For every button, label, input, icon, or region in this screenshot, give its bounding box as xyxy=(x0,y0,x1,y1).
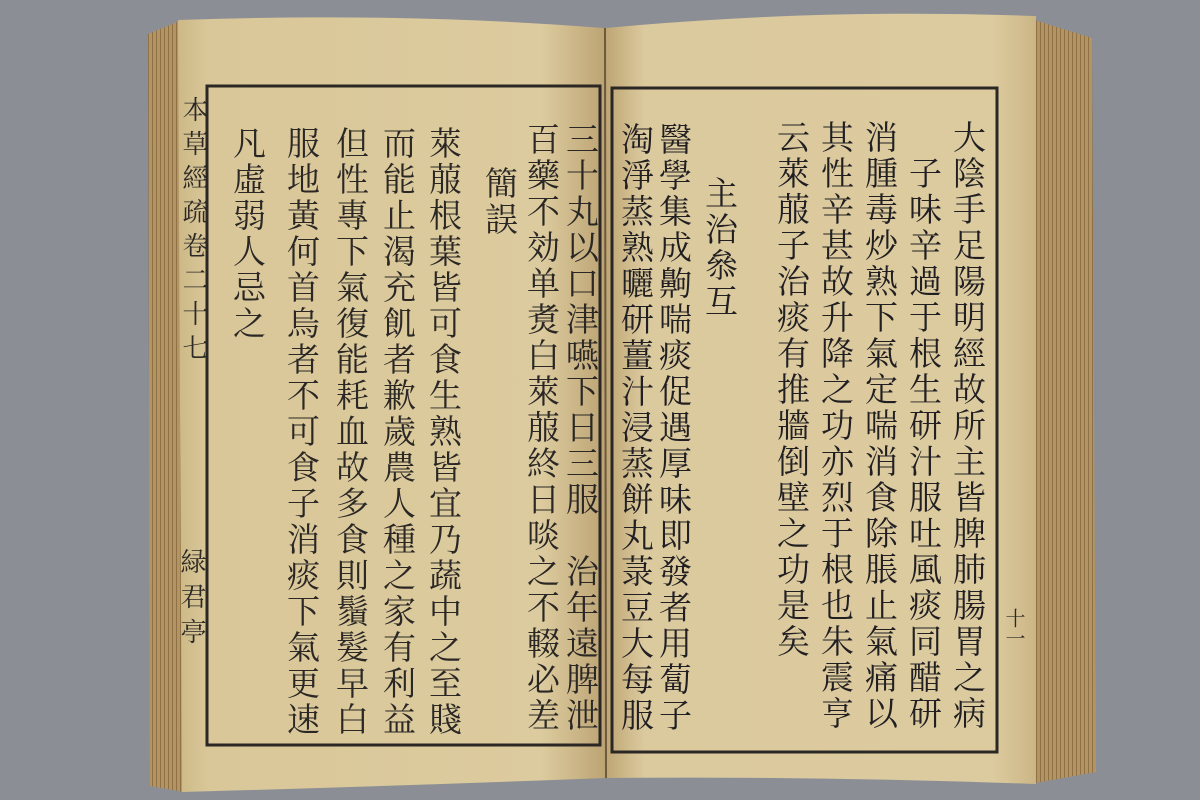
section-heading-main-uses: 主治叅互 xyxy=(700,176,739,320)
right-page-column-8: 淘淨蒸熟曬研薑汁浸蒸餅丸菉豆大每服 xyxy=(616,122,655,734)
spine-crease xyxy=(605,28,606,778)
right-page-column-2: 子味辛過于根生研汁服吐風痰同醋研 xyxy=(904,156,943,732)
left-page-column-2: 百藥不効单煑白萊菔終日啖之不輟必差 xyxy=(522,122,561,734)
left-page-column-4: 萊菔根葉皆可食生熟皆宜乃蔬中之至賤 xyxy=(424,126,463,738)
margin-title: 本草經疏卷二十七 xyxy=(178,96,208,368)
margin-publisher: 緑君亭 xyxy=(176,548,206,653)
left-page-column-1: 三十丸以口津嚥下日三服 治年遠脾泄 xyxy=(561,122,600,734)
left-page-column-7: 服地黃何首烏者不可食子消痰下氣更速 xyxy=(282,126,321,738)
left-page-column-5: 而能止渴充飢者歉歲農人種之家有利益 xyxy=(378,126,417,738)
right-page-edges xyxy=(1028,18,1096,784)
left-page-column-8: 凡虛弱人忌之 xyxy=(228,126,267,342)
right-page-column-5: 云萊菔子治痰有推牆倒壁之功是矣 xyxy=(772,120,811,660)
right-page-column-1: 大陰手足陽明經故所主皆脾肺腸胃之病 xyxy=(948,120,987,732)
section-heading-cautions: 簡誤 xyxy=(480,166,519,238)
right-page-column-3: 消腫毒炒熟下氣定喘消食除脹止氣痛以 xyxy=(860,120,899,732)
page-number: 十一 xyxy=(1002,608,1026,648)
left-page-column-6: 但性專下氣復能耗血故多食則鬚髮早白 xyxy=(331,126,370,738)
right-page-column-4: 其性辛甚故升降之功亦烈于根也朱震亨 xyxy=(816,120,855,732)
right-page-column-7: 醫學集成齁喘痰促遇厚味即發者用蔔子 xyxy=(654,122,693,734)
